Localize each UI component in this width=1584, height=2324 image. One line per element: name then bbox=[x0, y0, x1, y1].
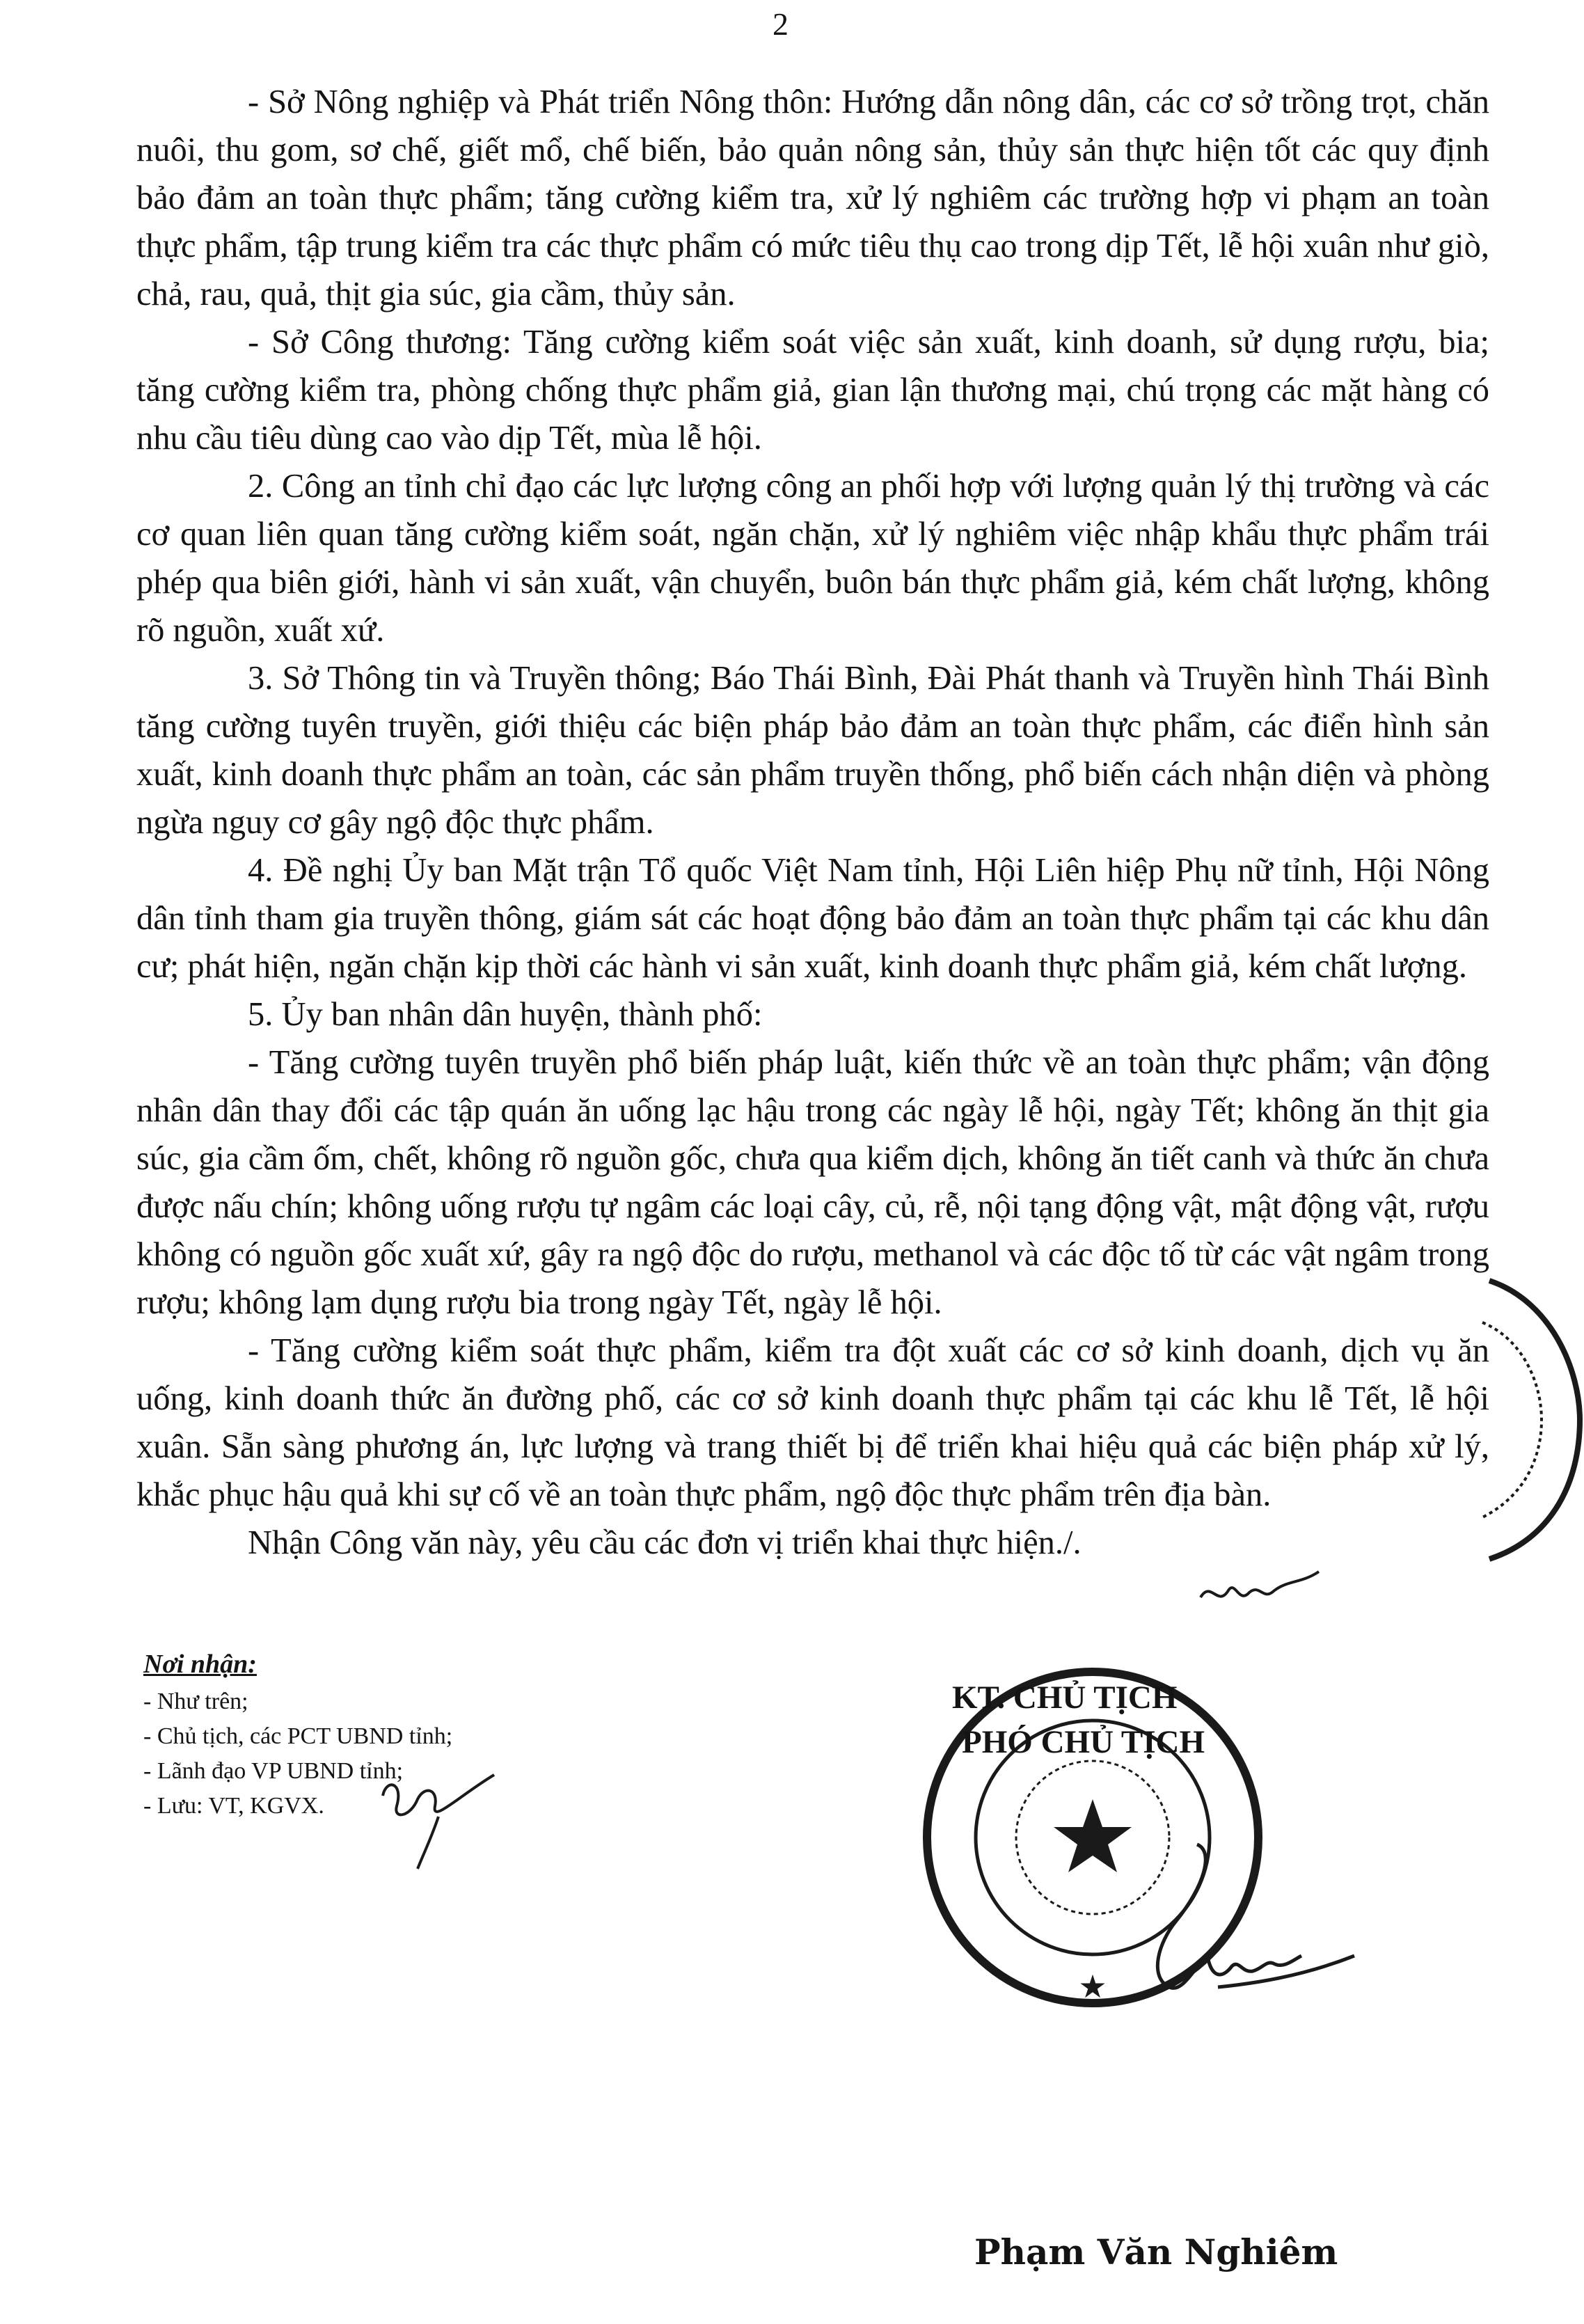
paragraph-2: - Sở Công thương: Tăng cường kiểm soát việc sản xuất, kinh doanh, sử dụng rượu, bia; tăng cường kiểm tra, phòng chống thực phẩm giả, gian lận thương mại, chú trọng các mặt hàng có nhu cầu tiêu dùng cao vào dịp Tết, mùa lễ hội. bbox=[136, 324, 1489, 457]
paragraph-3: 2. Công an tỉnh chỉ đạo các lực lượng công an phối hợp với lượng quản lý thị trường và các cơ quan liên quan tăng cường kiểm soát, ngăn chặn, xử lý nghiêm việc nhập khẩu thực phẩm trái phép qua biên giới, hành vi sản xuất, vận chuyển, buôn bán thực phẩm giả, kém chất lượng, không rõ nguồn, xuất xứ. bbox=[136, 468, 1489, 649]
paragraph-8: - Tăng cường kiểm soát thực phẩm, kiểm tra đột xuất các cơ sở kinh doanh, dịch vụ ăn uống, kinh doanh thức ăn đường phố, các cơ sở kinh doanh thực phẩm tại các khu lễ Tết, lễ hội xuân. Sẵn sàng phương án, lực lượng và trang thiết bị để triển khai hiệu quả các biện pháp xử lý, khắc phục hậu quả khi sự cố về an toàn thực phẩm, ngộ độc thực phẩm trên địa bàn. bbox=[136, 1332, 1489, 1513]
initial-mark-icon bbox=[1197, 1566, 1322, 1615]
recipient-item: - Lưu: VT, KGVX. bbox=[143, 1793, 324, 1819]
signer-name: Phạm Văn Nghiêm bbox=[974, 2231, 1338, 2272]
closing-line: Nhận Công văn này, yêu cầu các đơn vị triển khai thực hiện./. bbox=[248, 1524, 1082, 1561]
signature-title-line2: PHÓ CHỦ TỊCH bbox=[962, 1724, 1205, 1760]
recipient-item: - Lãnh đạo VP UBND tỉnh; bbox=[143, 1758, 404, 1784]
svg-text:★: ★ bbox=[1078, 1968, 1107, 2005]
paragraph-7: - Tăng cường tuyên truyền phổ biến pháp luật, kiến thức về an toàn thực phẩm; vận động nhân dân thay đổi các tập quán ăn uống lạc hậu trong các ngày lễ hội, ngày Tết; không ăn thịt gia súc, gia cầm ốm, chết, không rõ nguồn gốc, chưa qua kiểm dịch, không ăn tiết canh và thức ăn chưa được nấu chín; không uống rượu tự ngâm các loại cây, củ, rễ, nội tạng động vật, mật động vật, rượu không có nguồn gốc xuất xứ, gây ra ngộ độc do rượu, methanol và các độc tố từ các vật ngâm trong rượu; không lạm dụng rượu bia trong ngày Tết, ngày lễ hội. bbox=[136, 1044, 1489, 1321]
recipient-initial-icon bbox=[376, 1768, 501, 1872]
recipient-item: - Chủ tịch, các PCT UBND tỉnh; bbox=[143, 1723, 453, 1749]
paragraph-6: 5. Ủy ban nhân dân huyện, thành phố: bbox=[248, 996, 763, 1033]
recipients-heading: Nơi nhận: bbox=[143, 1650, 257, 1679]
body-text bbox=[136, 78, 1489, 1567]
paragraph-1: - Sở Nông nghiệp và Phát triển Nông thôn: Hướng dẫn nông dân, các cơ sở trồng trọt, chăn nuôi, thu gom, sơ chế, giết mổ, chế biến, bảo quản nông sản, thủy sản thực hiện tốt các quy định bảo đảm an toàn thực phẩm; tăng cường kiểm tra, xử lý nghiêm các trường hợp vi phạm an toàn thực phẩm, tập trung kiểm tra các thực phẩm có mức tiêu thụ cao trong dịp Tết, lễ hội xuân như giò, chả, rau, quả, thịt gia súc, gia cầm, thủy sản. bbox=[136, 84, 1489, 313]
signature-block bbox=[912, 1657, 1357, 2311]
handwritten-signature-icon bbox=[1093, 1837, 1357, 2018]
paragraph-5: 4. Đề nghị Ủy ban Mặt trận Tổ quốc Việt Nam tỉnh, Hội Liên hiệp Phụ nữ tỉnh, Hội Nông dân tỉnh tham gia truyền thông, giám sát các hoạt động bảo đảm an toàn thực phẩm tại các khu dân cư; phát hiện, ngăn chặn kịp thời các hành vi sản xuất, kinh doanh thực phẩm giả, kém chất lượng. bbox=[136, 852, 1489, 985]
paragraph-4: 3. Sở Thông tin và Truyền thông; Báo Thái Bình, Đài Phát thanh và Truyền hình Thái Bình tăng cường tuyên truyền, giới thiệu các biện pháp bảo đảm an toàn thực phẩm, các điển hình sản xuất, kinh doanh thực phẩm an toàn, các sản phẩm truyền thống, phổ biến cách nhận diện và phòng ngừa nguy cơ gây ngộ độc thực phẩm. bbox=[136, 660, 1489, 841]
edge-seal-icon bbox=[1475, 1274, 1584, 1566]
signature-title-line1: KT. CHỦ TỊCH bbox=[952, 1679, 1178, 1716]
page-number: 2 bbox=[773, 6, 789, 42]
recipient-item: - Như trên; bbox=[143, 1689, 248, 1714]
